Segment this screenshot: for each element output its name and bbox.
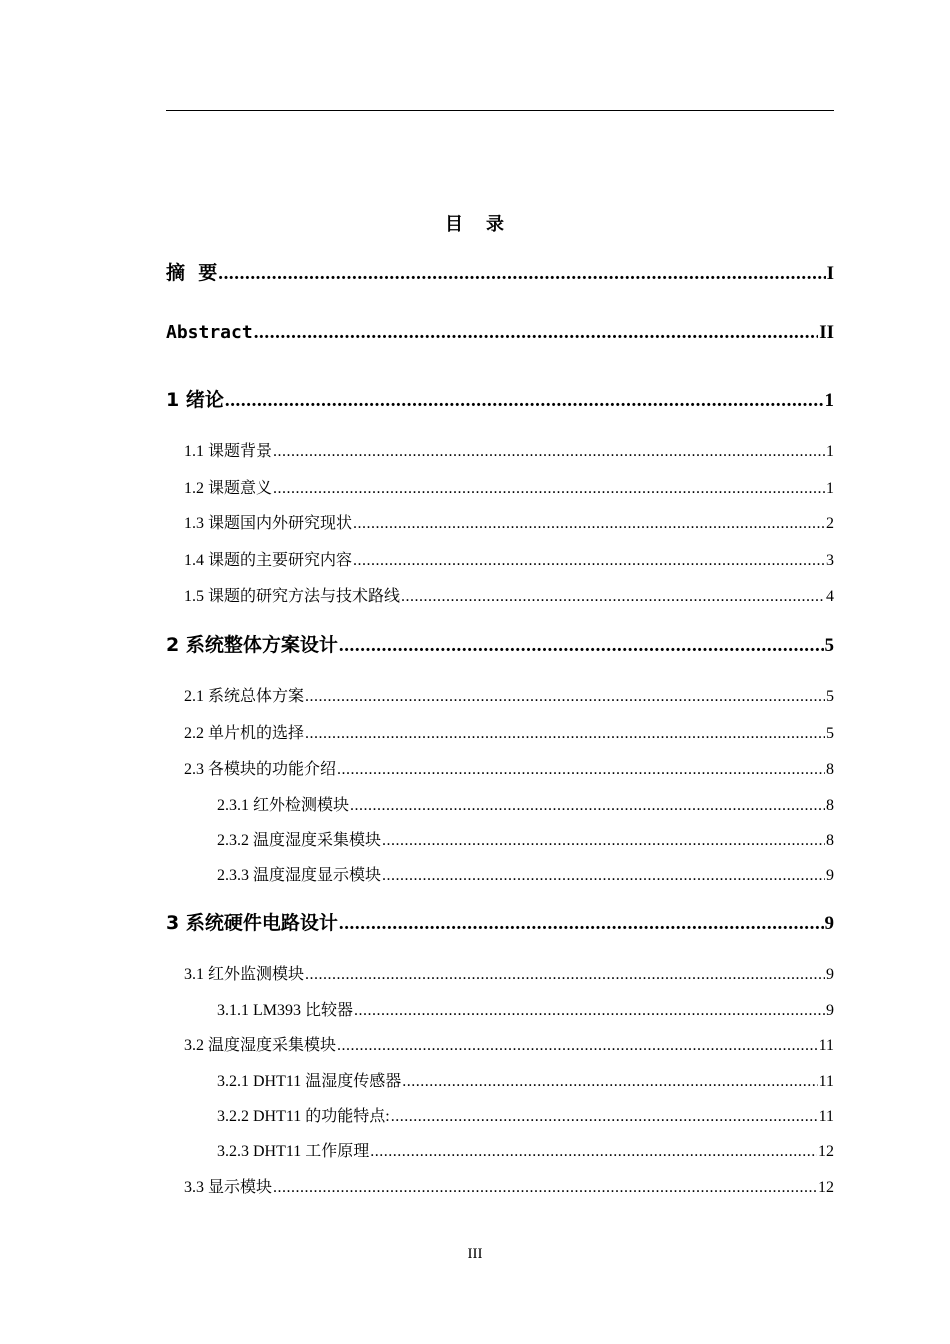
toc-entry-label: 1.2 课题意义 [184, 480, 273, 497]
toc-entry-label: 3.3 显示模块 [184, 1179, 273, 1196]
toc-leader [305, 725, 825, 743]
toc-entry-abstract-en[interactable] [166, 322, 834, 344]
toc-entry-label: 2.3 各模块的功能介绍 [184, 761, 337, 778]
toc-title-char-2: 录 [486, 214, 505, 235]
toc-entry-2-2[interactable] [184, 720, 834, 743]
toc-entry-2-3-2[interactable] [217, 827, 834, 850]
toc-entry-3-2[interactable] [184, 1032, 834, 1055]
toc-entry-chapter-1[interactable] [166, 385, 834, 412]
toc-entry-label: 摘 要 [166, 262, 218, 284]
toc-entry-page: 12 [818, 1143, 834, 1160]
toc-entry-label: 1.4 课题的主要研究内容 [184, 552, 353, 569]
toc-leader [354, 1002, 825, 1020]
toc-leader [218, 263, 825, 285]
toc-entry-label: 3.2.1 DHT11 温湿度传感器 [217, 1073, 402, 1090]
toc-leader [391, 1108, 818, 1126]
toc-entry-label: 2.2 单片机的选择 [184, 725, 305, 742]
toc-entry-label: 3.2.3 DHT11 工作原理 [217, 1143, 370, 1160]
toc-leader [353, 552, 825, 570]
toc-entry-2-3[interactable] [184, 756, 834, 779]
toc-leader [370, 1143, 817, 1161]
toc-entry-page: 8 [826, 761, 834, 778]
toc-entry-label: 3.1.1 LM393 比较器 [217, 1002, 354, 1019]
toc-entry-page: I [826, 263, 834, 284]
toc-leader [225, 390, 824, 412]
toc-entry-page: 5 [826, 725, 834, 742]
toc-entry-page: 1 [824, 390, 834, 411]
toc-entry-3-1-1[interactable] [217, 997, 834, 1020]
toc-entry-page: 1 [826, 443, 834, 460]
toc-entry-1-5[interactable] [184, 583, 834, 606]
toc-entry-label: 1.5 课题的研究方法与技术路线 [184, 588, 401, 605]
toc-entry-1-4[interactable] [184, 547, 834, 570]
toc-entry-label: 1.1 课题背景 [184, 443, 273, 460]
toc-entry-1-1[interactable] [184, 438, 834, 461]
toc-entry-label: 3.1 红外监测模块 [184, 966, 305, 983]
toc-leader [350, 797, 825, 815]
toc-leader [353, 515, 825, 533]
toc-entry-3-3[interactable] [184, 1174, 834, 1197]
toc-entry-page: 2 [826, 515, 834, 532]
toc-entry-label: Abstract [166, 322, 253, 343]
toc-leader [402, 1073, 817, 1091]
toc-entry-label: 2.3.3 温度湿度显示模块 [217, 867, 382, 884]
toc-entry-page: 9 [826, 867, 834, 884]
toc-entry-chapter-3[interactable] [166, 908, 834, 935]
toc-entry-label: 2.3.1 红外检测模块 [217, 797, 350, 814]
toc-leader [273, 480, 825, 498]
toc-leader [339, 913, 824, 935]
toc-leader [382, 832, 825, 850]
toc-leader [339, 635, 824, 657]
toc-entry-label: 1.3 课题国内外研究现状 [184, 515, 353, 532]
toc-entry-page: 4 [826, 588, 834, 605]
toc-entry-page: 8 [826, 832, 834, 849]
toc-entry-2-3-1[interactable] [217, 792, 834, 815]
toc-leader [254, 322, 819, 344]
toc-entry-1-2[interactable] [184, 475, 834, 498]
toc-entry-2-1[interactable] [184, 683, 834, 706]
toc-entry-page: 11 [818, 1037, 834, 1054]
toc-entry-page: 5 [824, 635, 834, 656]
toc-entry-page: 9 [824, 913, 834, 934]
toc-leader [305, 688, 825, 706]
toc-entry-page: 1 [826, 480, 834, 497]
toc-entry-page: 3 [826, 552, 834, 569]
toc-entry-3-2-3[interactable] [217, 1138, 834, 1161]
toc-entry-label: 3.2.2 DHT11 的功能特点: [217, 1108, 390, 1125]
toc-leader [305, 966, 825, 984]
toc-leader [382, 867, 825, 885]
toc-title-char-1: 目 [445, 214, 464, 235]
toc-entry-label: 2.3.2 温度湿度采集模块 [217, 832, 382, 849]
footer-page-number: III [467, 1246, 483, 1262]
toc-entry-label: 3 系统硬件电路设计 [166, 912, 338, 934]
toc-entry-3-2-2[interactable] [217, 1103, 834, 1126]
toc-entry-3-2-1[interactable] [217, 1068, 834, 1091]
toc-entry-page: 11 [818, 1108, 834, 1125]
toc-entry-page: 9 [826, 966, 834, 983]
toc-leader [273, 443, 825, 461]
toc-entry-3-1[interactable] [184, 961, 834, 984]
toc-entry-label: 2 系统整体方案设计 [166, 634, 338, 656]
toc-entry-page: 5 [826, 688, 834, 705]
toc-leader [337, 761, 825, 779]
toc-leader [273, 1179, 817, 1197]
toc-entry-abstract-cn[interactable] [166, 258, 834, 285]
toc-entry-page: 12 [818, 1179, 834, 1196]
toc-entry-label: 1 绪论 [166, 389, 224, 411]
toc-entry-label: 2.1 系统总体方案 [184, 688, 305, 705]
toc-leader [337, 1037, 818, 1055]
toc-entry-page: II [819, 322, 834, 343]
toc-entry-page: 11 [818, 1073, 834, 1090]
toc-entry-2-3-3[interactable] [217, 862, 834, 885]
toc-entry-label: 3.2 温度湿度采集模块 [184, 1037, 337, 1054]
toc-entry-page: 8 [826, 797, 834, 814]
toc-entry-1-3[interactable] [184, 510, 834, 533]
toc-entry-page: 9 [826, 1002, 834, 1019]
toc-leader [401, 588, 825, 606]
toc-entry-chapter-2[interactable] [166, 630, 834, 657]
